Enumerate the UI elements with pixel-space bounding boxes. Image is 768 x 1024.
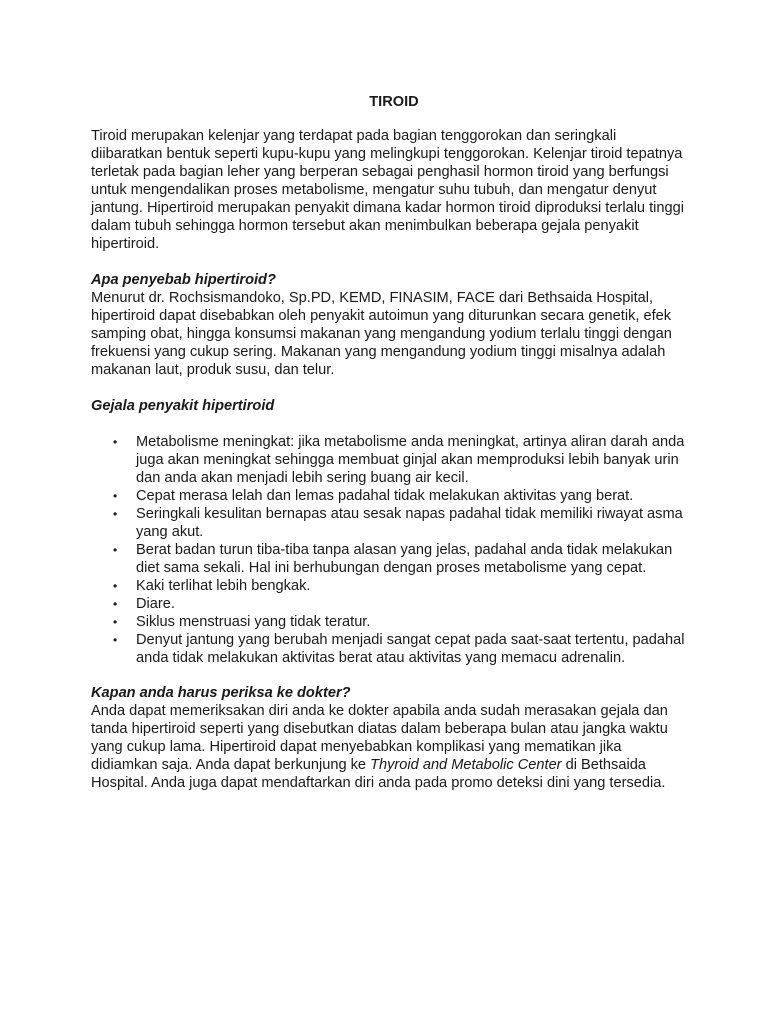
list-item-text: Kaki terlihat lebih bengkak. — [136, 578, 311, 594]
section-heading-causes: Apa penyebab hipertiroid? — [91, 272, 276, 288]
list-item-text: Seringkali kesulitan bernapas atau sesak napas padahal tidak memiliki riwayat asma yang akut. — [136, 506, 683, 540]
bullet-icon: • — [113, 615, 118, 629]
list-item-text: Siklus menstruasi yang tidak teratur. — [136, 614, 371, 630]
intro-paragraph: Tiroid merupakan kelenjar yang terdapat pada bagian tenggorokan dan seringkali diibaratkan bentuk seperti kupu-kupu yang melingkupi tenggorokan. Kelenjar tiroid tepatnya terletak pada bagian leher yang berperan sebagai penghasil hormon tiroid yang berfungsi untuk mengendalikan proses metabolisme, mengatur suhu tubuh, dan mengatur denyut jantung. Hipertiroid merupakan penyakit dimana kadar hormon tiroid diproduksi terlalu tinggi dalam tubuh sehingga hormon tersebut akan menimbulkan beberapa gejala penyakit hipertiroid. — [91, 128, 684, 252]
bullet-icon: • — [113, 597, 118, 611]
section-heading-doctor: Kapan anda harus periksa ke dokter? — [91, 685, 351, 701]
list-item — [91, 541, 691, 577]
list-item — [91, 433, 691, 487]
list-item — [91, 505, 691, 541]
symptoms-list — [91, 433, 691, 667]
document-page — [91, 93, 691, 810]
list-item-text: Cepat merasa lelah dan lemas padahal tidak melakukan aktivitas yang berat. — [136, 488, 634, 504]
doctor-text-part2: di Bethsaida Hospital. Anda juga dapat mendaftarkan diri anda pada promo deteksi dini yang tersedia. — [91, 757, 666, 791]
doctor-text-part1: Anda dapat memeriksakan diri anda ke dokter apabila anda sudah merasakan gejala dan tanda hipertiroid seperti yang disebutkan diatas dalam beberapa bulan atau jangka waktu yang cukup lama. Hipertiroid dapat menyebabkan komplikasi yang mematikan jika didiamkan saja. Anda dapat berkunjung ke — [91, 703, 668, 773]
doctor-paragraph — [91, 702, 691, 792]
document-title: TIROID — [369, 94, 419, 110]
bullet-icon: • — [113, 543, 118, 557]
list-item — [91, 487, 691, 505]
list-item-text: Metabolisme meningkat: jika metabolisme anda meningkat, artinya aliran darah anda juga akan meningkat sehingga membuat ginjal akan memproduksi lebih banyak urin dan anda akan menjadi lebih sering buang air kecil. — [136, 434, 685, 486]
section-heading-symptoms: Gejala penyakit hipertiroid — [91, 398, 275, 414]
bullet-icon: • — [113, 507, 118, 521]
bullet-icon: • — [113, 489, 118, 503]
list-item — [91, 631, 691, 667]
center-name: Thyroid and Metabolic Center — [370, 757, 562, 773]
bullet-icon: • — [113, 435, 118, 449]
list-item — [91, 595, 691, 613]
list-item-text: Denyut jantung yang berubah menjadi sangat cepat pada saat-saat tertentu, padahal anda tidak melakukan aktivitas berat atau aktivitas yang memacu adrenalin. — [136, 632, 685, 666]
bullet-icon: • — [113, 579, 118, 593]
list-item — [91, 613, 691, 631]
bullet-icon: • — [113, 633, 118, 647]
list-item-text: Diare. — [136, 596, 175, 612]
list-item — [91, 577, 691, 595]
list-item-text: Berat badan turun tiba-tiba tanpa alasan yang jelas, padahal anda tidak melakukan diet sama sekali. Hal ini berhubungan dengan proses metabolisme yang cepat. — [136, 542, 673, 576]
causes-paragraph: Menurut dr. Rochsismandoko, Sp.PD, KEMD, FINASIM, FACE dari Bethsaida Hospital, hipertiroid dapat disebabkan oleh penyakit autoimun yang diturunkan secara genetik, efek samping obat, hingga konsumsi makanan yang mengandung yodium terlalu tinggi dengan frekuensi yang cukup sering. Makanan yang mengandung yodium tinggi misalnya adalah makanan laut, produk susu, dan telur. — [91, 290, 672, 378]
